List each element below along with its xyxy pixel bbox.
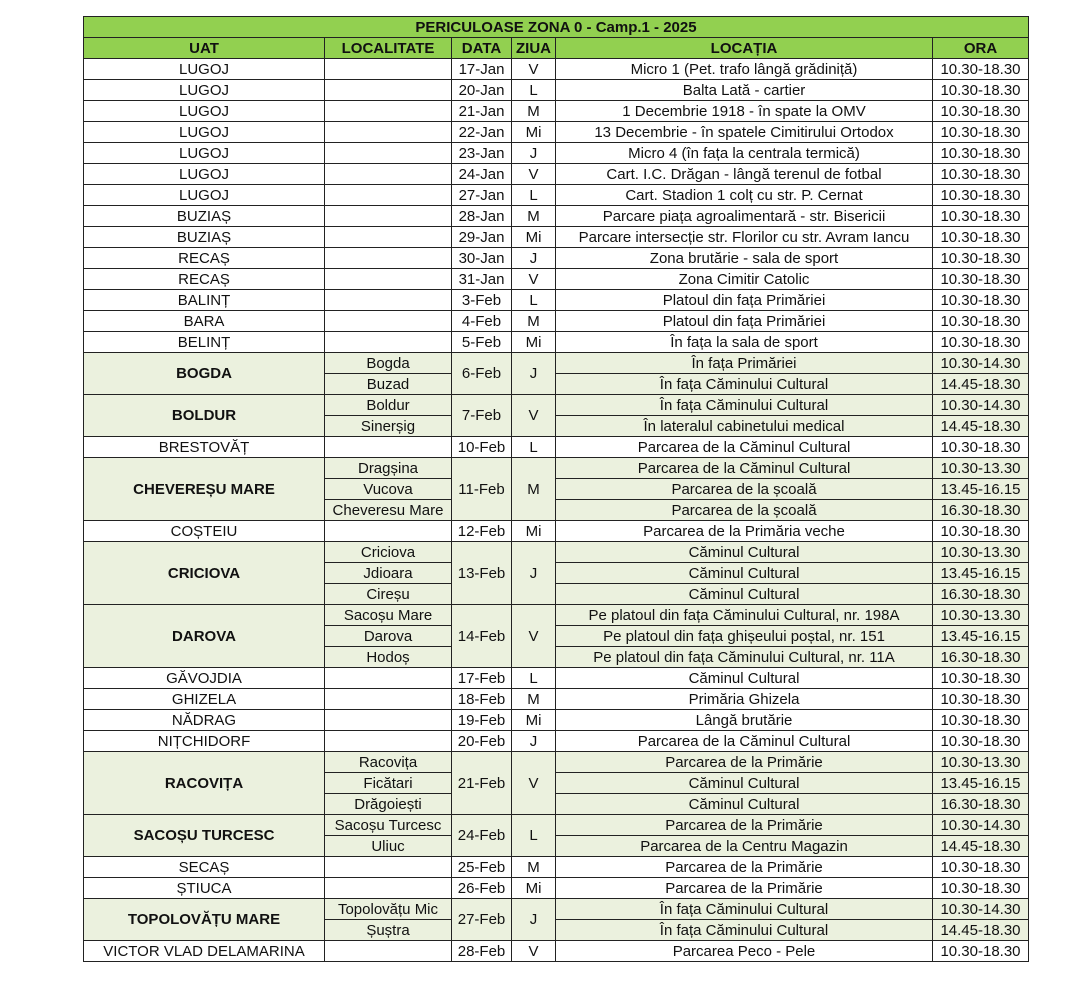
table-row <box>84 815 1029 836</box>
localitate-cell <box>325 122 452 143</box>
data-cell: 17-Jan <box>452 59 512 80</box>
ziua-cell: J <box>512 248 556 269</box>
ora-cell: 16.30-18.30 <box>933 500 1029 521</box>
locatia-cell: Balta Lată - cartier <box>556 80 933 101</box>
data-cell: 17-Feb <box>452 668 512 689</box>
localitate-cell <box>325 290 452 311</box>
data-cell: 22-Jan <box>452 122 512 143</box>
ora-cell: 10.30-14.30 <box>933 815 1029 836</box>
ziua-cell: V <box>512 269 556 290</box>
localitate-cell: Drăgoiești <box>325 794 452 815</box>
locatia-cell: Lângă brutărie <box>556 710 933 731</box>
locatia-cell: 13 Decembrie - în spatele Cimitirului Ortodox <box>556 122 933 143</box>
localitate-cell: Bogda <box>325 353 452 374</box>
header-locatia: LOCAȚIA <box>556 38 933 59</box>
data-cell: 6-Feb <box>452 353 512 395</box>
data-cell: 21-Jan <box>452 101 512 122</box>
uat-cell: GHIZELA <box>84 689 325 710</box>
uat-cell: RACOVIȚA <box>84 752 325 815</box>
ziua-cell: V <box>512 752 556 815</box>
uat-cell: NIȚCHIDORF <box>84 731 325 752</box>
table-row <box>84 269 1029 290</box>
localitate-cell: Sinerșig <box>325 416 452 437</box>
ora-cell: 14.45-18.30 <box>933 836 1029 857</box>
ziua-cell: V <box>512 941 556 962</box>
uat-cell: TOPOLOVĂȚU MARE <box>84 899 325 941</box>
ora-cell: 10.30-18.30 <box>933 248 1029 269</box>
localitate-cell <box>325 668 452 689</box>
locatia-cell: Parcarea de la Centru Magazin <box>556 836 933 857</box>
ora-cell: 10.30-18.30 <box>933 122 1029 143</box>
ora-cell: 10.30-18.30 <box>933 332 1029 353</box>
localitate-cell: Buzad <box>325 374 452 395</box>
locatia-cell: Pe platoul din fața Căminului Cultural, nr. 198A <box>556 605 933 626</box>
ora-cell: 14.45-18.30 <box>933 920 1029 941</box>
ziua-cell: M <box>512 206 556 227</box>
schedule-table <box>83 16 1029 962</box>
ziua-cell: Mi <box>512 332 556 353</box>
ora-cell: 10.30-18.30 <box>933 290 1029 311</box>
localitate-cell: Vucova <box>325 479 452 500</box>
table-row <box>84 290 1029 311</box>
table-row <box>84 80 1029 101</box>
localitate-cell <box>325 689 452 710</box>
ora-cell: 10.30-13.30 <box>933 752 1029 773</box>
ziua-cell: J <box>512 143 556 164</box>
uat-cell: BALINȚ <box>84 290 325 311</box>
data-cell: 20-Feb <box>452 731 512 752</box>
ora-cell: 13.45-16.15 <box>933 563 1029 584</box>
uat-cell: COȘTEIU <box>84 521 325 542</box>
ora-cell: 10.30-14.30 <box>933 395 1029 416</box>
uat-cell: BOLDUR <box>84 395 325 437</box>
localitate-cell <box>325 878 452 899</box>
locatia-cell: Micro 4 (în fața la centrala termică) <box>556 143 933 164</box>
locatia-cell: Parcarea de la Căminul Cultural <box>556 437 933 458</box>
ora-cell: 10.30-18.30 <box>933 437 1029 458</box>
ora-cell: 10.30-18.30 <box>933 185 1029 206</box>
data-cell: 23-Jan <box>452 143 512 164</box>
localitate-cell <box>325 143 452 164</box>
locatia-cell: Parcarea de la Primărie <box>556 857 933 878</box>
localitate-cell: Boldur <box>325 395 452 416</box>
table-row <box>84 437 1029 458</box>
uat-cell: DAROVA <box>84 605 325 668</box>
table-row <box>84 101 1029 122</box>
localitate-cell: Uliuc <box>325 836 452 857</box>
localitate-cell <box>325 248 452 269</box>
ziua-cell: L <box>512 437 556 458</box>
locatia-cell: Zona brutărie - sala de sport <box>556 248 933 269</box>
table-row <box>84 710 1029 731</box>
locatia-cell: Parcarea de la școală <box>556 479 933 500</box>
table-row <box>84 59 1029 80</box>
localitate-cell <box>325 332 452 353</box>
data-cell: 24-Feb <box>452 815 512 857</box>
ora-cell: 10.30-18.30 <box>933 269 1029 290</box>
locatia-cell: Căminul Cultural <box>556 584 933 605</box>
locatia-cell: Pe platoul din fața ghișeului poștal, nr. 151 <box>556 626 933 647</box>
localitate-cell: Dragșina <box>325 458 452 479</box>
locatia-cell: Platoul din fața Primăriei <box>556 311 933 332</box>
ziua-cell: L <box>512 185 556 206</box>
data-cell: 19-Feb <box>452 710 512 731</box>
table-row <box>84 122 1029 143</box>
localitate-cell <box>325 227 452 248</box>
header-ora: ORA <box>933 38 1029 59</box>
uat-cell: CRICIOVA <box>84 542 325 605</box>
uat-cell: ȘTIUCA <box>84 878 325 899</box>
ziua-cell: Mi <box>512 122 556 143</box>
locatia-cell: Căminul Cultural <box>556 794 933 815</box>
locatia-cell: Parcarea Peco - Pele <box>556 941 933 962</box>
table-row <box>84 752 1029 773</box>
localitate-cell <box>325 101 452 122</box>
localitate-cell <box>325 80 452 101</box>
uat-cell: LUGOJ <box>84 185 325 206</box>
localitate-cell <box>325 857 452 878</box>
data-cell: 4-Feb <box>452 311 512 332</box>
uat-cell: BELINȚ <box>84 332 325 353</box>
data-cell: 30-Jan <box>452 248 512 269</box>
locatia-cell: Căminul Cultural <box>556 773 933 794</box>
localitate-cell: Racovița <box>325 752 452 773</box>
table-row <box>84 311 1029 332</box>
data-cell: 11-Feb <box>452 458 512 521</box>
localitate-cell: Sacoșu Mare <box>325 605 452 626</box>
ora-cell: 10.30-18.30 <box>933 164 1029 185</box>
localitate-cell: Jdioara <box>325 563 452 584</box>
header-uat: UAT <box>84 38 325 59</box>
uat-cell: LUGOJ <box>84 80 325 101</box>
ziua-cell: J <box>512 542 556 605</box>
uat-cell: LUGOJ <box>84 122 325 143</box>
locatia-cell: Parcarea de la Primărie <box>556 752 933 773</box>
ora-cell: 16.30-18.30 <box>933 647 1029 668</box>
header-ziua: ZIUA <box>512 38 556 59</box>
ora-cell: 10.30-14.30 <box>933 899 1029 920</box>
ziua-cell: Mi <box>512 710 556 731</box>
data-cell: 31-Jan <box>452 269 512 290</box>
data-cell: 10-Feb <box>452 437 512 458</box>
data-cell: 27-Jan <box>452 185 512 206</box>
ziua-cell: M <box>512 101 556 122</box>
locatia-cell: Parcare intersecție str. Florilor cu str. Avram Iancu <box>556 227 933 248</box>
ora-cell: 10.30-18.30 <box>933 689 1029 710</box>
localitate-cell: Darova <box>325 626 452 647</box>
data-cell: 29-Jan <box>452 227 512 248</box>
ziua-cell: M <box>512 311 556 332</box>
ora-cell: 16.30-18.30 <box>933 584 1029 605</box>
ora-cell: 10.30-18.30 <box>933 878 1029 899</box>
table-title: PERICULOASE ZONA 0 - Camp.1 - 2025 <box>84 17 1029 38</box>
table-row <box>84 857 1029 878</box>
data-cell: 27-Feb <box>452 899 512 941</box>
uat-cell: RECAȘ <box>84 269 325 290</box>
uat-cell: GĂVOJDIA <box>84 668 325 689</box>
localitate-cell <box>325 521 452 542</box>
schedule-table-body <box>84 17 1029 962</box>
header-localitate: LOCALITATE <box>325 38 452 59</box>
ziua-cell: J <box>512 731 556 752</box>
uat-cell: LUGOJ <box>84 101 325 122</box>
ziua-cell: J <box>512 353 556 395</box>
ora-cell: 10.30-18.30 <box>933 143 1029 164</box>
ora-cell: 10.30-18.30 <box>933 710 1029 731</box>
localitate-cell: Cheveresu Mare <box>325 500 452 521</box>
localitate-cell: Topolovățu Mic <box>325 899 452 920</box>
uat-cell: BARA <box>84 311 325 332</box>
ziua-cell: M <box>512 857 556 878</box>
uat-cell: SECAȘ <box>84 857 325 878</box>
ora-cell: 10.30-18.30 <box>933 59 1029 80</box>
ora-cell: 10.30-14.30 <box>933 353 1029 374</box>
ziua-cell: V <box>512 395 556 437</box>
ora-cell: 10.30-18.30 <box>933 731 1029 752</box>
ora-cell: 14.45-18.30 <box>933 374 1029 395</box>
data-cell: 28-Jan <box>452 206 512 227</box>
uat-cell: BOGDA <box>84 353 325 395</box>
locatia-cell: Parcarea de la Căminul Cultural <box>556 731 933 752</box>
header-row <box>84 38 1029 59</box>
locatia-cell: Micro 1 (Pet. trafo lângă grădiniță) <box>556 59 933 80</box>
table-row <box>84 941 1029 962</box>
ziua-cell: L <box>512 80 556 101</box>
ziua-cell: Mi <box>512 227 556 248</box>
localitate-cell: Ficătari <box>325 773 452 794</box>
localitate-cell <box>325 269 452 290</box>
data-cell: 3-Feb <box>452 290 512 311</box>
locatia-cell: În fața Primăriei <box>556 353 933 374</box>
table-row <box>84 899 1029 920</box>
uat-cell: BUZIAȘ <box>84 227 325 248</box>
uat-cell: RECAȘ <box>84 248 325 269</box>
ora-cell: 10.30-18.30 <box>933 668 1029 689</box>
locatia-cell: Parcarea de la Căminul Cultural <box>556 458 933 479</box>
locatia-cell: Parcarea de la Primăria veche <box>556 521 933 542</box>
data-cell: 13-Feb <box>452 542 512 605</box>
ora-cell: 10.30-13.30 <box>933 605 1029 626</box>
localitate-cell: Sacoșu Turcesc <box>325 815 452 836</box>
ziua-cell: V <box>512 605 556 668</box>
table-row <box>84 353 1029 374</box>
ora-cell: 10.30-18.30 <box>933 941 1029 962</box>
table-row <box>84 164 1029 185</box>
ora-cell: 10.30-18.30 <box>933 857 1029 878</box>
data-cell: 12-Feb <box>452 521 512 542</box>
localitate-cell <box>325 59 452 80</box>
ziua-cell: Mi <box>512 521 556 542</box>
uat-cell: NĂDRAG <box>84 710 325 731</box>
locatia-cell: Căminul Cultural <box>556 668 933 689</box>
table-row <box>84 689 1029 710</box>
uat-cell: BUZIAȘ <box>84 206 325 227</box>
localitate-cell <box>325 164 452 185</box>
ziua-cell: V <box>512 164 556 185</box>
locatia-cell: În lateralul cabinetului medical <box>556 416 933 437</box>
uat-cell: LUGOJ <box>84 164 325 185</box>
data-cell: 5-Feb <box>452 332 512 353</box>
table-row <box>84 458 1029 479</box>
locatia-cell: În fața Căminului Cultural <box>556 899 933 920</box>
locatia-cell: Primăria Ghizela <box>556 689 933 710</box>
table-row <box>84 227 1029 248</box>
locatia-cell: Căminul Cultural <box>556 542 933 563</box>
locatia-cell: Platoul din fața Primăriei <box>556 290 933 311</box>
ora-cell: 13.45-16.15 <box>933 626 1029 647</box>
localitate-cell: Cireșu <box>325 584 452 605</box>
ora-cell: 10.30-18.30 <box>933 101 1029 122</box>
locatia-cell: În fața Căminului Cultural <box>556 920 933 941</box>
localitate-cell: Șuștra <box>325 920 452 941</box>
table-row <box>84 731 1029 752</box>
table-row <box>84 206 1029 227</box>
ora-cell: 10.30-18.30 <box>933 206 1029 227</box>
ora-cell: 10.30-13.30 <box>933 458 1029 479</box>
table-row <box>84 332 1029 353</box>
data-cell: 18-Feb <box>452 689 512 710</box>
table-row <box>84 668 1029 689</box>
uat-cell: CHEVEREȘU MARE <box>84 458 325 521</box>
uat-cell: LUGOJ <box>84 59 325 80</box>
locatia-cell: Cart. Stadion 1 colț cu str. P. Cernat <box>556 185 933 206</box>
data-cell: 14-Feb <box>452 605 512 668</box>
ziua-cell: Mi <box>512 878 556 899</box>
locatia-cell: Pe platoul din fața Căminului Cultural, nr. 11A <box>556 647 933 668</box>
localitate-cell <box>325 941 452 962</box>
table-row <box>84 395 1029 416</box>
ziua-cell: L <box>512 668 556 689</box>
ora-cell: 10.30-18.30 <box>933 80 1029 101</box>
data-cell: 28-Feb <box>452 941 512 962</box>
table-row <box>84 143 1029 164</box>
uat-cell: SACOȘU TURCESC <box>84 815 325 857</box>
table-row <box>84 521 1029 542</box>
ziua-cell: M <box>512 458 556 521</box>
ziua-cell: L <box>512 290 556 311</box>
table-row <box>84 542 1029 563</box>
locatia-cell: Parcare piața agroalimentară - str. Bisericii <box>556 206 933 227</box>
localitate-cell <box>325 206 452 227</box>
uat-cell: LUGOJ <box>84 143 325 164</box>
ora-cell: 10.30-18.30 <box>933 311 1029 332</box>
locatia-cell: Cart. I.C. Drăgan - lângă terenul de fotbal <box>556 164 933 185</box>
localitate-cell: Criciova <box>325 542 452 563</box>
ora-cell: 10.30-13.30 <box>933 542 1029 563</box>
ziua-cell: V <box>512 59 556 80</box>
title-row <box>84 17 1029 38</box>
uat-cell: BRESTOVĂȚ <box>84 437 325 458</box>
locatia-cell: În fața Căminului Cultural <box>556 374 933 395</box>
data-cell: 26-Feb <box>452 878 512 899</box>
locatia-cell: 1 Decembrie 1918 - în spate la OMV <box>556 101 933 122</box>
ziua-cell: J <box>512 899 556 941</box>
locatia-cell: Zona Cimitir Catolic <box>556 269 933 290</box>
data-cell: 24-Jan <box>452 164 512 185</box>
locatia-cell: Parcarea de la Primărie <box>556 815 933 836</box>
ziua-cell: M <box>512 689 556 710</box>
locatia-cell: Căminul Cultural <box>556 563 933 584</box>
locatia-cell: Parcarea de la Primărie <box>556 878 933 899</box>
localitate-cell <box>325 185 452 206</box>
localitate-cell <box>325 437 452 458</box>
localitate-cell: Hodoș <box>325 647 452 668</box>
table-row <box>84 878 1029 899</box>
uat-cell: VICTOR VLAD DELAMARINA <box>84 941 325 962</box>
ora-cell: 13.45-16.15 <box>933 773 1029 794</box>
data-cell: 25-Feb <box>452 857 512 878</box>
data-cell: 7-Feb <box>452 395 512 437</box>
localitate-cell <box>325 710 452 731</box>
localitate-cell <box>325 731 452 752</box>
locatia-cell: În fața Căminului Cultural <box>556 395 933 416</box>
table-row <box>84 248 1029 269</box>
table-row <box>84 185 1029 206</box>
locatia-cell: În fața la sala de sport <box>556 332 933 353</box>
data-cell: 20-Jan <box>452 80 512 101</box>
locatia-cell: Parcarea de la școală <box>556 500 933 521</box>
header-data: DATA <box>452 38 512 59</box>
data-cell: 21-Feb <box>452 752 512 815</box>
ora-cell: 10.30-18.30 <box>933 227 1029 248</box>
ora-cell: 16.30-18.30 <box>933 794 1029 815</box>
localitate-cell <box>325 311 452 332</box>
ora-cell: 13.45-16.15 <box>933 479 1029 500</box>
table-row <box>84 605 1029 626</box>
ora-cell: 14.45-18.30 <box>933 416 1029 437</box>
ora-cell: 10.30-18.30 <box>933 521 1029 542</box>
ziua-cell: L <box>512 815 556 857</box>
